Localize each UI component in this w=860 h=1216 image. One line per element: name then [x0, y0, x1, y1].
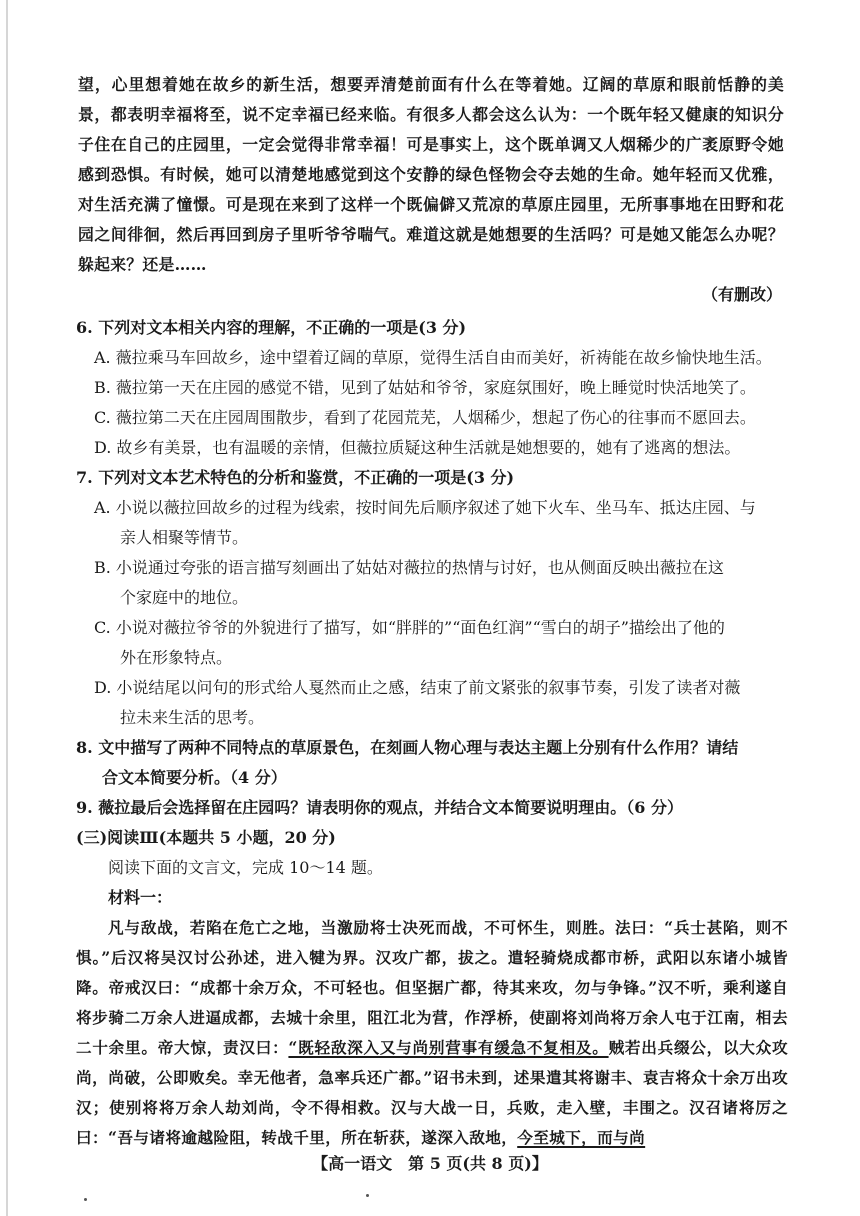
question-9: 9. 薇拉最后会选择留在庄园吗？请表明你的观点，并结合文本简要说明理由。（6 分） — [76, 798, 683, 817]
question-6-option-d: D. 故乡有美景，也有温暖的亲情，但薇拉质疑这种生活就是她想要的，她有了逃离的想法。 — [94, 438, 741, 457]
question-7-option-a-line2: 亲人相聚等情节。 — [120, 528, 249, 547]
classical-text-part-1: 凡与敌战，若陷在危亡之地，当激励将士决死而战，不可怀生，则胜。法曰：“兵士甚陷，则不惧。”后汉将吴汉讨公孙述，进入犍为界。汉攻广都，拔之。遣轻骑烧成都市桥，武阳以东诸小城皆降。帝戒汉曰：“成都十余万众，不可轻也。但坚据广都，待其来攻，勿与争锋。”汉不听，乘利遂自将步骑二万余人进逼成都，去城十余里，阻江北为营，作浮桥，使副将刘尚将万余人屯于江南，相去二十余里。帝大惊，责汉曰： — [76, 918, 788, 1057]
question-7-stem: 7. 下列对文本艺术特色的分析和鉴赏，不正确的一项是(3 分) — [76, 468, 515, 487]
question-8-line2: 合文本简要分析。（4 分） — [102, 768, 287, 787]
material-1-label: 材料一： — [108, 888, 173, 907]
question-6-stem: 6. 下列对文本相关内容的理解，不正确的一项是(3 分) — [76, 318, 467, 337]
question-7-option-c-line2: 外在形象特点。 — [120, 648, 233, 667]
question-7-option-d — [94, 673, 788, 733]
question-7-option-b-line2: 个家庭中的地位。 — [120, 588, 249, 607]
classical-text-underlined-1: “既轻敌深入又与尚别营事有缓急不复相及。 — [288, 1038, 609, 1057]
classical-text-underlined-2: 今至城下，而与尚 — [517, 1128, 646, 1147]
page-footer: 【高一语文 第 5 页(共 8 页)】 — [312, 1154, 548, 1173]
question-8-line1: 8. 文中描写了两种不同特点的草原景色，在刻画人物心理与表达主题上分别有什么作用？请结 — [76, 738, 739, 757]
scan-edge — [6, 0, 8, 1216]
reading-passage — [78, 70, 784, 280]
section-3-title: (三)阅读Ⅲ(本题共 5 小题，20 分) — [76, 828, 336, 847]
question-6-option-c: C. 薇拉第二天在庄园周围散步，看到了花园荒芜，人烟稀少，想起了伤心的往事而不愿回去。 — [94, 408, 756, 427]
section-3-instruction: 阅读下面的文言文，完成 10～14 题。 — [108, 858, 383, 877]
question-6-option-a: A. 薇拉乘马车回故乡，途中望着辽阔的草原，觉得生活自由而美好，祈祷能在故乡愉快地生活。 — [94, 348, 772, 367]
passage-paragraph: 望，心里想着她在故乡的新生活，想要弄清楚前面有什么在等着她。辽阔的草原和眼前恬静的美景，都表明幸福将至，说不定幸福已经来临。有很多人都会这么认为：一个既年轻又健康的知识分子住在自己的庄园里，一定会觉得非常幸福！可是事实上，这个既单调又人烟稀少的广袤原野令她感到恐惧。有时候，她可以清楚地感觉到这个安静的绿色怪物会夺去她的生命。她年轻而又优雅，对生活充满了憧憬。可是现在来到了这样一个既偏僻又荒凉的草原庄园里，无所事事地在田野和花园之间徘徊，然后再回到房子里听爷爷喘气。难道这就是她想要的生活吗？可是她又能怎么办呢？躲起来？还是…… — [78, 75, 784, 274]
question-7-option-a-line1: A. 小说以薇拉回故乡的过程为线索，按时间先后顺序叙述了她下火车、坐马车、抵达庄园、与 — [94, 498, 756, 517]
source-note: （有删改） — [701, 285, 782, 304]
classical-text-part-2: 贼若出兵缀公，以大众攻尚，尚破，公即败矣。幸无他者，急率兵还广都。”诏书未到，述果遣其将谢丰、袁吉将众十余万出攻汉；使别将将万余人劫刘尚，令不得相救。汉与大战一日，兵败，走入壁，丰围之。汉召诸将厉之曰：“吾与诸将逾越险阻，转战千里，所在斩获，遂深入敌地， — [76, 1038, 788, 1147]
scan-speck — [366, 1194, 369, 1197]
classical-text — [76, 913, 788, 1153]
question-7-option-c-line1: C. 小说对薇拉爷爷的外貌进行了描写，如“胖胖的”“面色红润”“雪白的胡子”描绘出了他的 — [94, 618, 725, 637]
question-7-option-b-line1: B. 小说通过夸张的语言描写刻画出了姑姑对薇拉的热情与讨好，也从侧面反映出薇拉在这 — [94, 558, 724, 577]
question-7-option-d-line2: 拉未来生活的思考。 — [120, 708, 265, 727]
question-7-option-b — [94, 553, 788, 613]
question-7-option-c — [94, 613, 788, 673]
question-7-option-d-line1: D. 小说结尾以问句的形式给人戛然而止之感，结束了前文紧张的叙事节奏，引发了读者对薇 — [94, 678, 741, 697]
scan-speck — [84, 1198, 87, 1201]
question-7-option-a — [94, 493, 788, 553]
question-6-option-b: B. 薇拉第一天在庄园的感觉不错，见到了姑姑和爷爷，家庭氛围好，晚上睡觉时快活地笑了。 — [94, 378, 756, 397]
question-block — [76, 313, 788, 1153]
